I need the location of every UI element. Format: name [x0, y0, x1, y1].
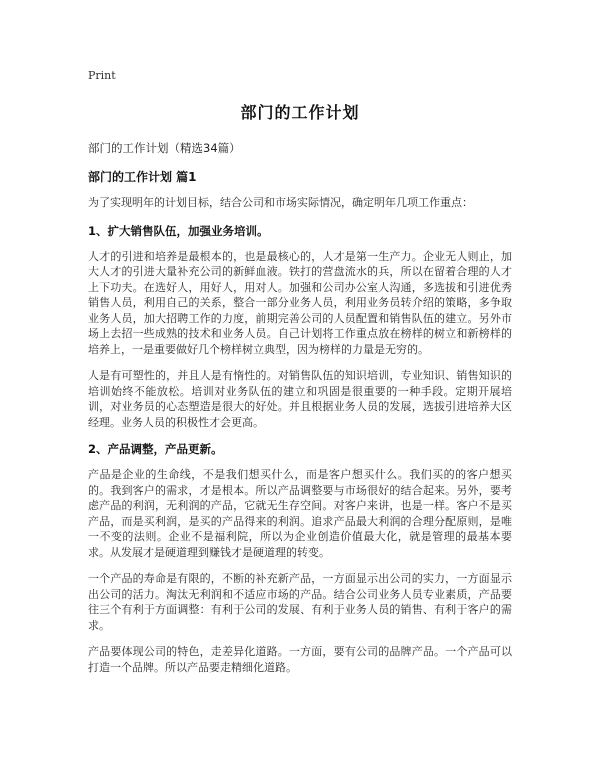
- point1-heading: 1、扩大销售队伍，加强业务培训。: [88, 223, 269, 238]
- point2-heading: 2、产品调整，产品更新。: [88, 442, 223, 456]
- point2-paragraph-2: 一个产品的寿命是有限的，不断的补充新产品，一方面显示出公司的实力，一方面显示出公司的活力。淘汰无利润和不适应市场的产品。结合公司业务人员专业素质，产品要往三个有利于方面调整：有利于公司的发展、有利于业务人员的销售、有利于客户的需求。: [88, 572, 512, 632]
- intro-paragraph: 为了实现明年的计划目标，结合公司和市场实际情况，确定明年几项工作重点：: [88, 196, 473, 209]
- print-label[interactable]: Print: [88, 69, 116, 82]
- document-subtitle: 部门的工作计划（精选34篇）: [88, 141, 241, 155]
- point1-paragraph-2: 人是有可塑性的，并且人是有惰性的。对销售队伍的知识培训，专业知识、销售知识的培训始终不能放松。培训对业务队伍的建立和巩固是很重要的一种手段。定期开展培训，对业务员的心态塑造是很大的好处。并且根据业务人员的发展，选拔引进培养大区经理。业务人员的积极性才会更高。: [88, 369, 512, 429]
- point2-paragraph-1: 产品是企业的生命线，不是我们想买什么，而是客户想买什么。我们买的的客户想买的。我到客户的需求，才是根本。所以产品调整要与市场很好的结合起来。另外，要考虑产品的利润，无利润的产品，它就无生存空间。对客户来讲，也是一样。客户不是买产品，而是买利润，是买的产品得来的利润。追求产品最大利润的合理分配原则，是唯一不变的法则。企业不是福利院，所以为企业创造价值最大化，就是管理的最基本要求。从发展才是硬道理到赚钱才是硬道理的转变。: [88, 468, 512, 559]
- page-title: 部门的工作计划: [240, 103, 360, 122]
- point1-paragraph-1: 人才的引进和培养是最根本的，也是最核心的，人才是第一生产力。企业无人则止，加大人才的引进大量补充公司的新鲜血液。铁打的营盘流水的兵，所以在留着合理的人才上下功夫。在选好人，用好人，用对人。加强和公司办公室人沟通，多选拔和引进优秀销售人员，利用自己的关系，整合一部分业务人员，利用业务员转介绍的策略，多争取业务人员，加大招聘工作的力度，前期完善公司的人员配置和销售队伍的建立。另外市场上去招一些成熟的技术和业务人员。自己计划将工作重点放在榜样的树立和新榜样的培养上，一是重要做好几个榜样树立典型，因为榜样的力量是无穷的。: [88, 249, 512, 356]
- section-heading: 部门的工作计划 篇1: [88, 170, 197, 184]
- point2-paragraph-3: 产品要体现公司的特色，走差异化道路。一方面，要有公司的品牌产品。一个产品可以打造一个品牌。所以产品要走精细化道路。: [88, 645, 512, 674]
